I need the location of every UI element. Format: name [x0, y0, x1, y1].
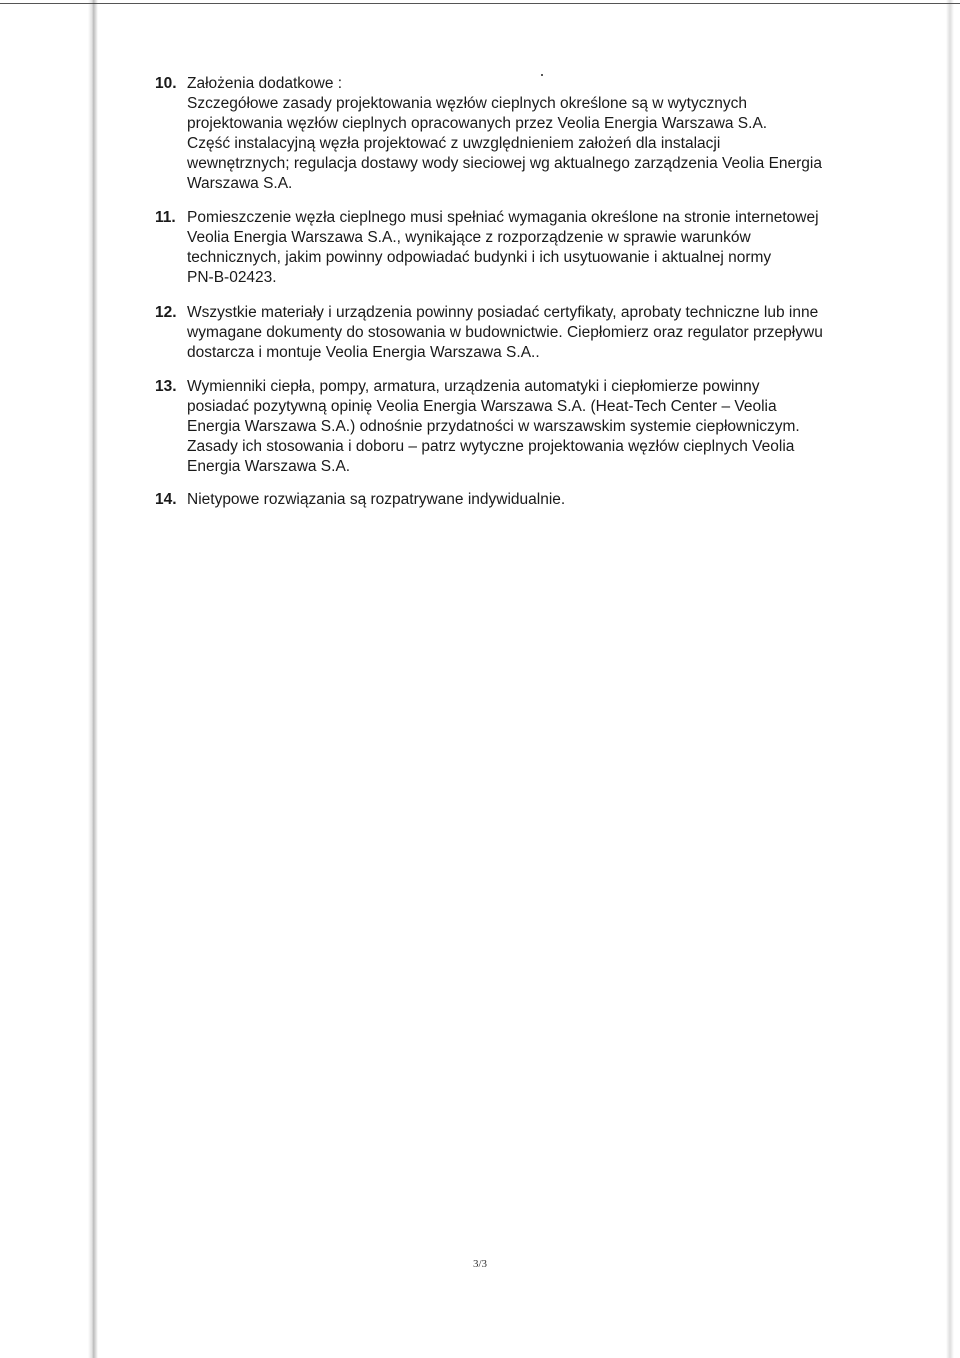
item-line: posiadać pozytywną opinię Veolia Energia Warszawa S.A. (Heat-Tech Center – Veolia: [187, 398, 777, 415]
item-text: [187, 303, 835, 363]
list-item-14: [155, 490, 835, 510]
item-number: 14.: [155, 491, 177, 508]
item-line: wymagane dokumenty do stosowania w budownictwie. Ciepłomierz oraz regulator przepływu: [187, 324, 823, 341]
page-number: 3/3: [472, 1258, 488, 1270]
item-line: PN-B-02423.: [187, 269, 277, 286]
item-text: [187, 208, 835, 288]
item-line: wewnętrznych; regulacja dostawy wody sieciowej wg aktualnego zarządzenia Veolia Energia: [187, 155, 822, 172]
item-number: 11.: [155, 209, 176, 226]
item-line: Energia Warszawa S.A.) odnośnie przydatności w warszawskim systemie ciepłowniczym.: [187, 418, 800, 435]
item-line: Warszawa S.A.: [187, 175, 293, 192]
item-line: Pomieszczenie węzła cieplnego musi spełniać wymagania określone na stronie internetowej: [187, 209, 819, 226]
item-line: Zasady ich stosowania i doboru – patrz wytyczne projektowania węzłów cieplnych Veolia: [187, 438, 795, 455]
item-line: Część instalacyjną węzła projektować z uwzględnieniem założeń dla instalacji: [187, 135, 721, 152]
item-number: 10.: [155, 75, 177, 92]
item-line: dostarcza i montuje Veolia Energia Warszawa S.A..: [187, 344, 540, 361]
item-line: Nietypowe rozwiązania są rozpatrywane indywidualnie.: [187, 491, 566, 508]
item-line: projektowania węzłów cieplnych opracowanych przez Veolia Energia Warszawa S.A.: [187, 115, 768, 132]
list-item-10: [155, 74, 835, 194]
item-line: Wszystkie materiały i urządzenia powinny posiadać certyfikaty, aprobaty techniczne lub inne: [187, 304, 819, 321]
item-number: 12.: [155, 304, 177, 321]
list-item-12: [155, 303, 835, 363]
item-line: Założenia dodatkowe :: [187, 75, 343, 92]
scan-right-edge: [946, 0, 954, 1358]
item-number: 13.: [155, 378, 177, 395]
scan-left-edge: [88, 0, 98, 1358]
item-text: [187, 74, 835, 194]
scan-top-rule: [0, 3, 960, 4]
item-line: Wymienniki ciepła, pompy, armatura, urządzenia automatyki i ciepłomierze powinny: [187, 378, 760, 395]
item-line: Szczegółowe zasady projektowania węzłów cieplnych określone są w wytycznych: [187, 95, 747, 112]
item-text: [187, 490, 835, 510]
list-item-11: [155, 208, 835, 288]
item-line: Energia Warszawa S.A.: [187, 458, 351, 475]
list-item-13: [155, 377, 835, 477]
item-text: [187, 377, 835, 477]
item-line: Veolia Energia Warszawa S.A., wynikające z rozporządzenie w sprawie warunków: [187, 229, 751, 246]
item-line: technicznych, jakim powinny odpowiadać budynki i ich usytuowanie i aktualnej normy: [187, 249, 772, 266]
